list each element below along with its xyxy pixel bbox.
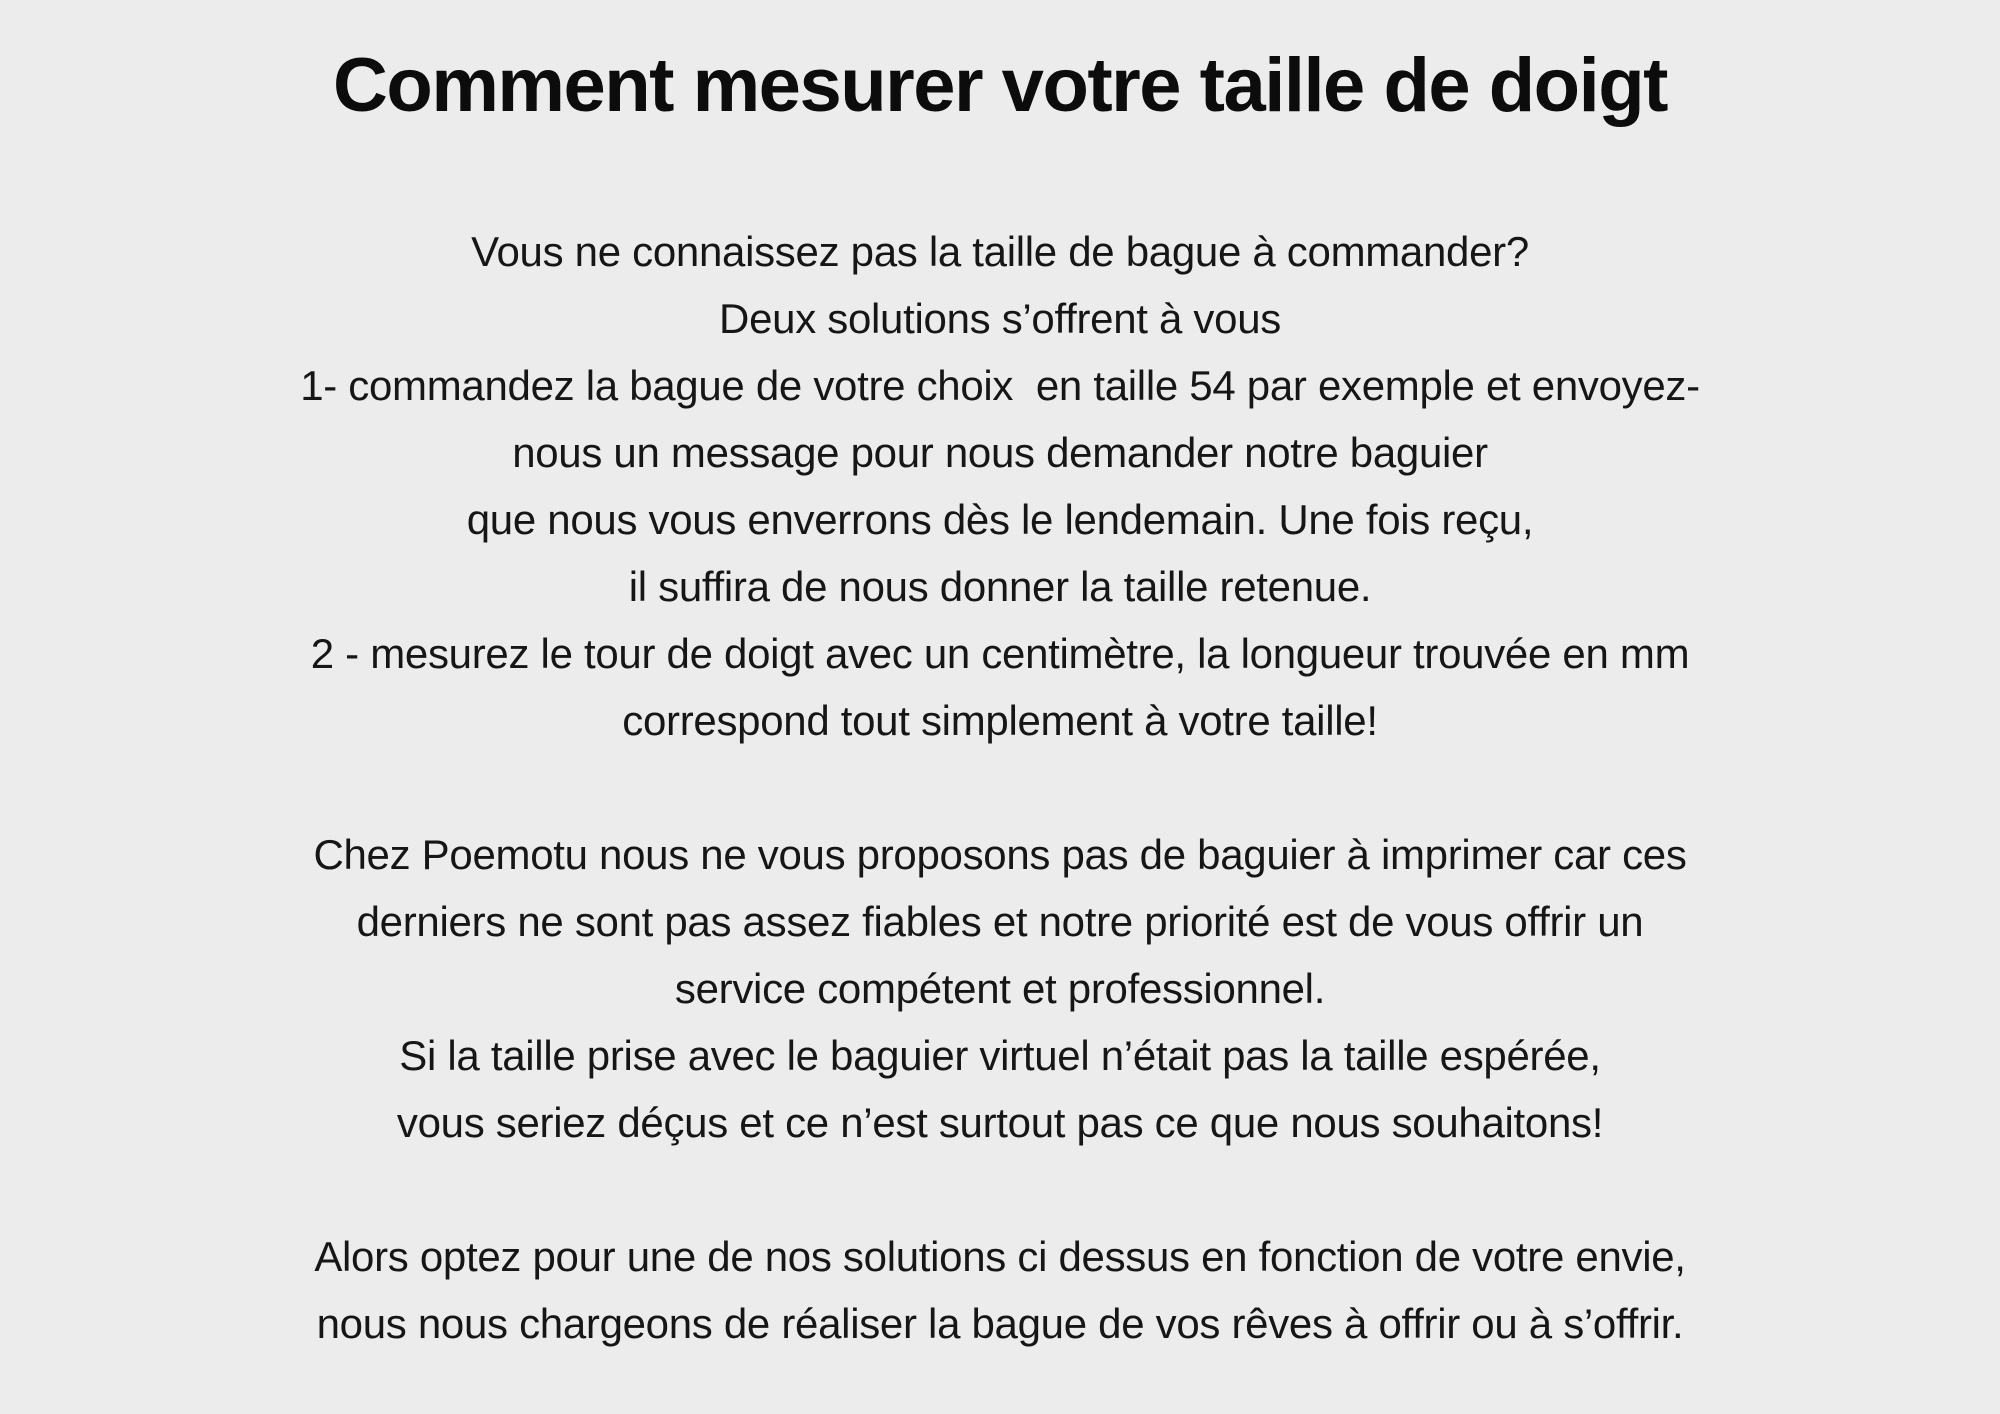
paragraph-two-solutions (0, 218, 2000, 754)
text-line: Si la taille prise avec le baguier virtuel n’était pas la taille espérée, (399, 1032, 1601, 1079)
text-line: service compétent et professionnel. (674, 965, 1326, 1012)
text-line: derniers ne sont pas assez fiables et notre priorité est de vous offrir un (356, 898, 1644, 945)
text-line: Alors optez pour une de nos solutions ci dessus en fonction de votre envie, (314, 1233, 1686, 1280)
text-line: vous seriez déçus et ce n’est surtout pas ce que nous souhaitons! (396, 1099, 1604, 1146)
text-line: Chez Poemotu nous ne vous proposons pas de baguier à imprimer car ces (313, 831, 1687, 878)
text-line: nous nous chargeons de réaliser la bague de vos rêves à offrir ou à s’offrir. (316, 1300, 1684, 1347)
body-text (0, 218, 2000, 1357)
paragraph-conclusion (0, 1223, 2000, 1357)
text-line: nous un message pour nous demander notre baguier (512, 429, 1488, 476)
paragraph-poemotu-policy (0, 821, 2000, 1156)
text-line: Vous ne connaissez pas la taille de bague à commander? (471, 228, 1529, 275)
page-title: Comment mesurer votre taille de doigt (333, 43, 1667, 128)
text-line: 1- commandez la bague de votre choix en taille 54 par exemple et envoyez- (300, 362, 1700, 409)
text-line: 2 - mesurez le tour de doigt avec un centimètre, la longueur trouvée en mm (310, 630, 1690, 677)
text-line: que nous vous enverrons dès le lendemain. Une fois reçu, (466, 496, 1534, 543)
text-line: correspond tout simplement à votre taille! (622, 697, 1378, 744)
text-line: Deux solutions s’offrent à vous (719, 295, 1281, 342)
text-line: il suffira de nous donner la taille retenue. (628, 563, 1372, 610)
